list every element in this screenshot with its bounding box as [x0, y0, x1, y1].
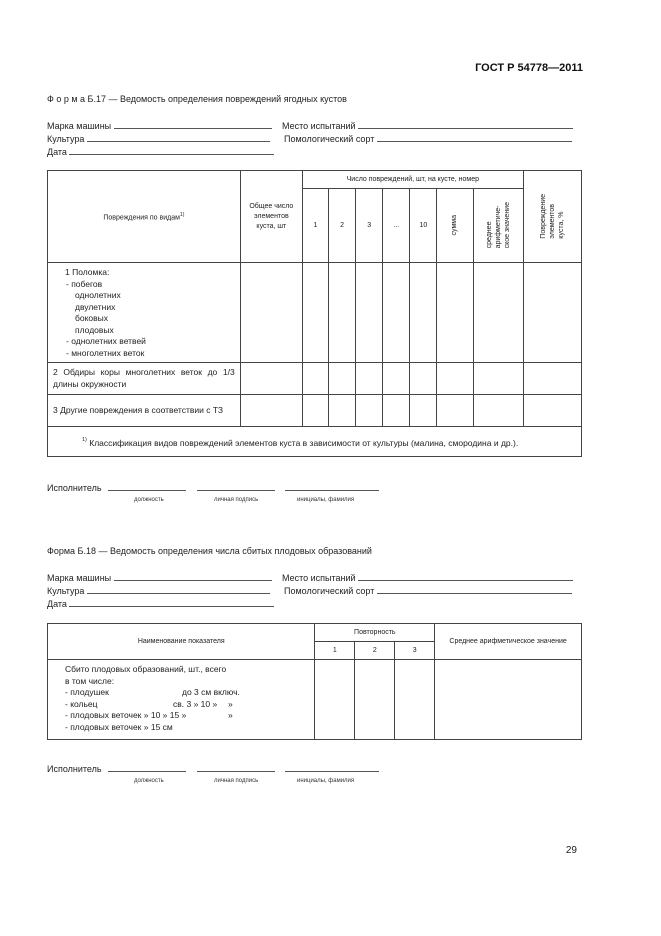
col-total-header: Общее число элементов куста, шт	[240, 171, 302, 263]
caption-signature: личная подпись	[214, 497, 259, 503]
variety-label: Помологический сорт	[284, 134, 375, 144]
cell[interactable]	[473, 263, 523, 363]
place-label: Место испытаний	[282, 573, 356, 583]
cell[interactable]	[329, 263, 356, 363]
position-line[interactable]	[108, 482, 186, 491]
cell[interactable]	[435, 660, 582, 740]
cell[interactable]	[240, 263, 302, 363]
form18-signature	[47, 763, 379, 774]
cell[interactable]	[473, 395, 523, 427]
row-breakage: 1 Поломка: - побегов однолетних двулетних боковых плодовых - однолетних ветвей - многолетних веток	[48, 263, 241, 363]
place-label: Место испытаний	[282, 121, 356, 131]
page-number: 29	[565, 845, 577, 856]
cell[interactable]	[383, 263, 410, 363]
signature-line[interactable]	[197, 482, 275, 491]
culture-line[interactable]	[87, 133, 270, 142]
col-name-header: Наименование показателя	[48, 624, 315, 660]
caption-signature: личная подпись	[214, 778, 259, 784]
row-knocked: Сбито плодовых образований, шт., всего в том числе: - плодушек до 3 см включ. - кольец св. 3 » 10 » » - плодовых веточек » 10 » 15 » » - плодовых веточек » 15 см	[48, 660, 315, 740]
standard-header: ГОСТ Р 54778—2011	[475, 62, 583, 74]
form17-culture-field[interactable]	[47, 133, 270, 144]
form17-variety-field[interactable]	[284, 133, 572, 144]
form17-table	[47, 170, 582, 457]
caption-position: должность	[134, 497, 164, 503]
place-line[interactable]	[358, 572, 573, 581]
cell[interactable]	[523, 263, 581, 363]
cell[interactable]	[302, 395, 328, 427]
cell[interactable]	[410, 395, 437, 427]
cell[interactable]	[437, 263, 473, 363]
cell[interactable]	[523, 395, 581, 427]
executor-label: Исполнитель	[47, 483, 102, 493]
num-2: 2	[329, 189, 356, 263]
cell[interactable]	[302, 363, 328, 395]
form18-table	[47, 623, 582, 740]
cell[interactable]	[329, 395, 356, 427]
name-line[interactable]	[285, 482, 379, 491]
cell[interactable]	[240, 395, 302, 427]
footnote: $^{1)}$ Классификация видов повреждений элементов куста в зависимости от культуры (малина, смородина и др.).	[48, 427, 582, 457]
col-pct-header: Повреждение элементов куста, %	[523, 171, 581, 263]
form18-title: Форма Б.18 — Ведомость определения числа сбитых плодовых образований	[47, 546, 372, 556]
col-damage-header: Повреждения по видам$^{1)}$	[48, 171, 241, 263]
row-bark: 2 Обдиры коры многолетних веток до 1/3 длины окружности	[48, 363, 241, 395]
culture-label: Культура	[47, 586, 85, 596]
col-sum-header: сумма	[437, 189, 473, 263]
variety-line[interactable]	[377, 133, 572, 142]
form17-machine-field[interactable]	[47, 120, 272, 131]
rep-3: 3	[395, 642, 435, 660]
col-mean-header: Среднее арифметическое значение	[435, 624, 582, 660]
name-line[interactable]	[285, 763, 379, 772]
cell[interactable]	[383, 363, 410, 395]
date-label: Дата	[47, 147, 67, 157]
caption-name: инициалы, фамилия	[297, 778, 355, 784]
machine-label: Марка машины	[47, 573, 112, 583]
variety-label: Помологический сорт	[284, 586, 375, 596]
caption-position: должность	[134, 778, 164, 784]
cell[interactable]	[355, 660, 395, 740]
rep-1: 1	[315, 642, 355, 660]
cell[interactable]	[383, 395, 410, 427]
cell[interactable]	[240, 363, 302, 395]
col-mean-header: среднее арифметиче- ское значение	[473, 189, 523, 263]
cell[interactable]	[523, 363, 581, 395]
form18-place-field[interactable]	[282, 572, 573, 583]
cell[interactable]	[302, 263, 328, 363]
date-line[interactable]	[69, 146, 274, 155]
machine-line[interactable]	[114, 572, 272, 581]
date-line[interactable]	[69, 598, 274, 607]
form17-title: Ф о р м а Б.17 — Ведомость определения повреждений ягодных кустов	[47, 94, 347, 104]
cell[interactable]	[437, 395, 473, 427]
num-3: 3	[356, 189, 383, 263]
cell[interactable]	[437, 363, 473, 395]
cell[interactable]	[395, 660, 435, 740]
machine-line[interactable]	[114, 120, 272, 129]
cell[interactable]	[356, 395, 383, 427]
num-ellipsis: ...	[383, 189, 410, 263]
form17-place-field[interactable]	[282, 120, 573, 131]
cell[interactable]	[410, 363, 437, 395]
form18-machine-field[interactable]	[47, 572, 272, 583]
form17-date-field[interactable]	[47, 146, 274, 157]
form18-culture-field[interactable]	[47, 585, 270, 596]
form17-signature	[47, 482, 379, 493]
machine-label: Марка машины	[47, 121, 112, 131]
cell[interactable]	[356, 263, 383, 363]
col-rep-header: Повторность	[315, 624, 435, 642]
form18-variety-field[interactable]	[284, 585, 572, 596]
cell[interactable]	[329, 363, 356, 395]
culture-line[interactable]	[87, 585, 270, 594]
signature-line[interactable]	[197, 763, 275, 772]
cell[interactable]	[473, 363, 523, 395]
num-1: 1	[302, 189, 328, 263]
cell[interactable]	[315, 660, 355, 740]
date-label: Дата	[47, 599, 67, 609]
caption-name: инициалы, фамилия	[297, 497, 355, 503]
num-10: 10	[410, 189, 437, 263]
place-line[interactable]	[358, 120, 573, 129]
position-line[interactable]	[108, 763, 186, 772]
variety-line[interactable]	[377, 585, 572, 594]
row-other: 3 Другие повреждения в соответствии с ТЗ	[48, 395, 241, 427]
rep-2: 2	[355, 642, 395, 660]
culture-label: Культура	[47, 134, 85, 144]
form18-date-field[interactable]	[47, 598, 274, 609]
col-group-header: Число повреждений, шт, на кусте, номер	[302, 171, 523, 189]
cell[interactable]	[356, 363, 383, 395]
cell[interactable]	[410, 263, 437, 363]
executor-label: Исполнитель	[47, 764, 102, 774]
